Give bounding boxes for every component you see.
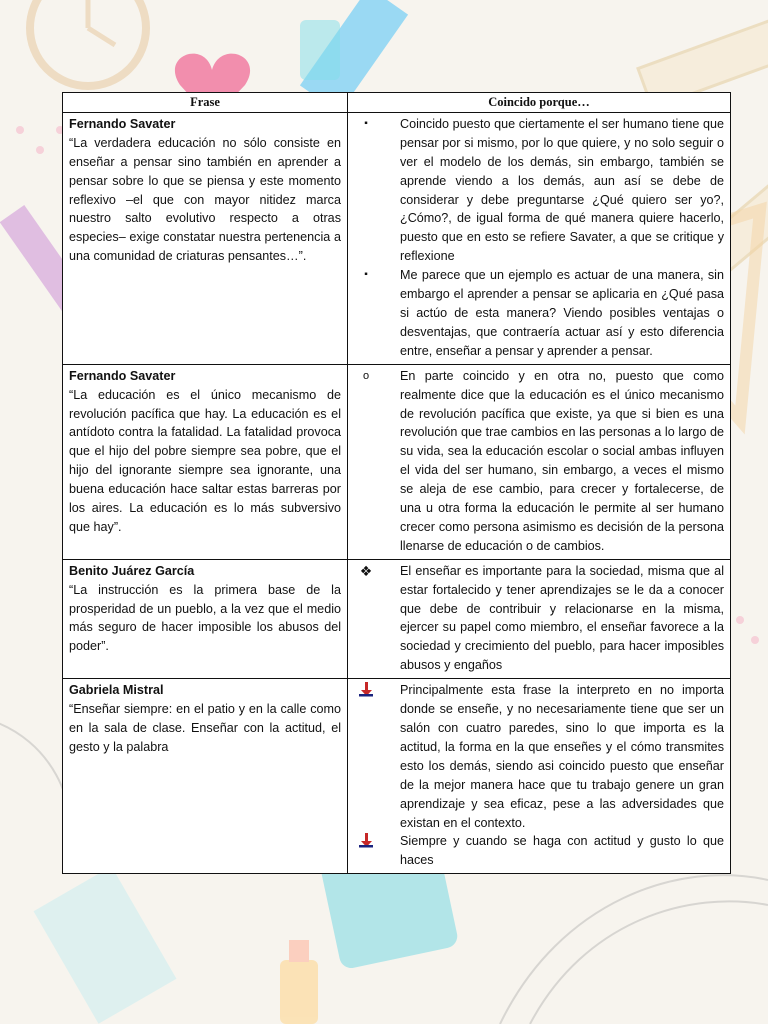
reason-cell bbox=[348, 559, 731, 678]
table-row bbox=[63, 679, 731, 874]
quote-text: “La verdadera educación no sólo consiste en enseñar a pensar sino también en aprender a pensar sobre lo que se piensa y este momento reflexivo –el que con mayor nitidez marca nuestro salto evolutivo respecto a otras especies– exige constatar nuestra pertenencia a una comunidad de criaturas pensantes…”. bbox=[69, 135, 341, 264]
arrow-bullet-icon bbox=[356, 832, 376, 855]
table-row bbox=[63, 559, 731, 678]
reason-item bbox=[354, 832, 724, 870]
quote-text: “Enseñar siempre: en el patio y en la calle como en la sala de clase. Enseñar con la actitud, el gesto y la palabra bbox=[69, 702, 341, 754]
reason-item bbox=[354, 367, 724, 556]
square-bullet-icon: ▪ bbox=[364, 117, 368, 129]
circle-bullet-icon: o bbox=[362, 369, 370, 382]
reason-cell bbox=[348, 679, 731, 874]
reason-text: En parte coincido y en otra no, puesto que como realmente dice que la educación es el único mecanismo de revolución pacífica que existe, ya que si bien es una revolución que trae cambios en las personas a lo largo de su vida, sea la educación escolar o social ambas influyen el vida del ser humano, sin embargo, a veces el mismo se aleja de ese cambio, para crecer y fortalecerse, de una u otra forma la educación le permite al ser humano crecer como persona asimismo es decisión de la persona llenarse de educación o de cambios. bbox=[400, 368, 724, 553]
quote-cell bbox=[63, 679, 348, 874]
reason-item bbox=[354, 266, 724, 361]
header-frase: Frase bbox=[63, 93, 348, 113]
reason-cell bbox=[348, 364, 731, 559]
quote-author: Benito Juárez García bbox=[69, 563, 195, 578]
quotes-table bbox=[62, 92, 731, 874]
reason-text: Siempre y cuando se haga con actitud y gusto lo que haces bbox=[400, 834, 724, 868]
header-coincido: Coincido porque… bbox=[348, 93, 731, 113]
quote-author: Fernando Savater bbox=[69, 116, 176, 131]
reason-text: Me parece que un ejemplo es actuar de una manera, sin embargo el aprender a pensar se aplicaria en ¿Qué pasa si actúo de esta manera? Viendo posibles ventajas o desventajas, que contraería actuar así y esto diferencia entre, enseñar a pensar y aprender a pensar. bbox=[400, 268, 724, 358]
reason-text: Coincido puesto que ciertamente el ser humano tiene que pensar por si mismo, por lo que quiere, y no solo seguir o ver el modelo de los demás, sin embargo, también se aprende viendo a los demás, aun así se debe de considerar y debe preguntarse ¿Qué quiero ser yo?, ¿Cómo?, de igual forma de qué manera quiere hacerlo, puesto que en esto se refiere Savater, a que se critique y reflexione bbox=[400, 116, 724, 264]
arrow-bullet-icon bbox=[356, 681, 376, 704]
quote-text: “La educación es el único mecanismo de revolución pacífica que hay. La educación es el antídoto contra la fatalidad. La fatalidad provoca que el hijo del pobre siempre sea pobre, que el hijo del ignorante siempre sea ignorante, una buena educación hace saltar estas barreras por los aires. La educación es lo más subversivo que hay”. bbox=[69, 387, 341, 534]
reason-text: El enseñar es importante para la sociedad, misma que al estar fortalecido y tener aprendizajes se le da a conocer que debe de contribuir y relacionarse en la misma, ejercer su papel como miembro, el enseñar favorece a la sociedad y crecimiento del pueblo, para hacer imposibles abusos y engaños bbox=[400, 563, 724, 673]
quote-cell bbox=[63, 559, 348, 678]
diamond-bullet-icon: ❖ bbox=[359, 562, 373, 579]
reason-text: Principalmente esta frase la interpreto en no importa donde se enseñe, y no necesariamente tiene que ser un salón con cuatro paredes, sino lo que importa es la actitud, la forma en la que enseñes y el cómo transmites esto los demás, siendo asi coincido puesto que enseñar de la mejor manera hace que tu trabajo genere un gran aprendizaje y sea eficaz, pese a las adversidades que existan en el contexto. bbox=[400, 683, 724, 830]
paintbrush-icon bbox=[300, 20, 340, 80]
reason-item bbox=[354, 115, 724, 266]
table-header-row bbox=[63, 93, 731, 113]
quote-text: “La instrucción es la primera base de la prosperidad de un pueblo, a la vez que el medio más seguro de hacer imposible los abusos del poder”. bbox=[69, 582, 341, 654]
quote-author: Fernando Savater bbox=[69, 368, 176, 383]
reason-cell bbox=[348, 112, 731, 364]
quote-cell bbox=[63, 112, 348, 364]
table-row bbox=[63, 112, 731, 364]
quote-author: Gabriela Mistral bbox=[69, 683, 164, 698]
reason-item bbox=[354, 681, 724, 832]
quote-cell bbox=[63, 364, 348, 559]
table-row bbox=[63, 364, 731, 559]
reason-item bbox=[354, 562, 724, 675]
square-bullet-icon: ▪ bbox=[364, 269, 368, 281]
